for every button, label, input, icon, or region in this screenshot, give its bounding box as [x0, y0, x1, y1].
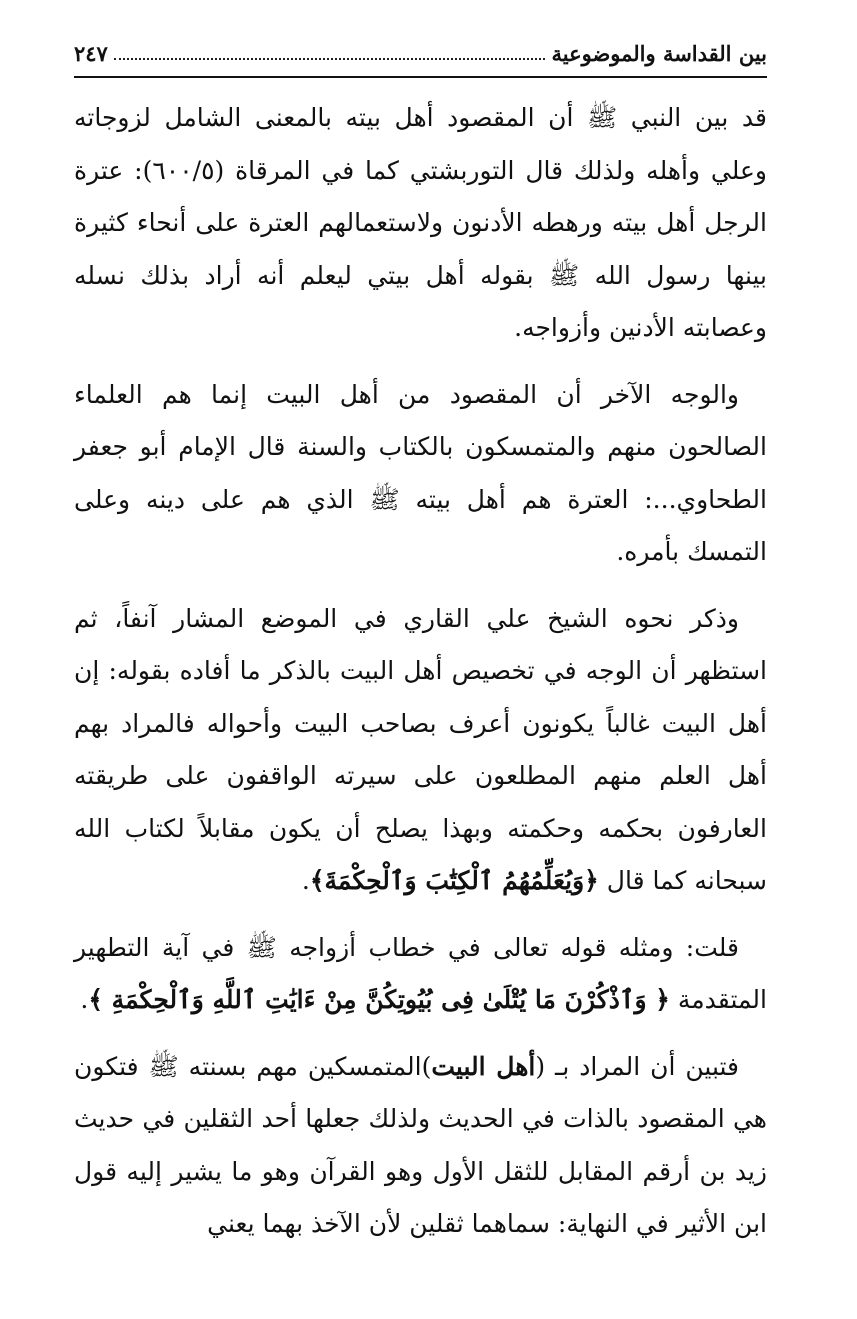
- paragraph-start: فتبين أن المراد بـ (: [535, 1051, 740, 1081]
- paragraph: [74, 369, 767, 579]
- paragraph-text: والوجه الآخر أن المقصود من أهل البيت إنما هم العلماء الصالحون منهم والمتمسكون بالكتاب والسنة قال الإمام أبو جعفر الطحاوي...: العترة هم أهل بيته ﷺ الذي هم على دينه وعلى التمسك بأمره.: [74, 379, 767, 566]
- paragraph: [74, 922, 767, 1027]
- running-header: [74, 30, 767, 78]
- paragraph: [74, 92, 767, 355]
- paragraph-text: )المتمسكين مهم بسنته ﷺ فتكون هي المقصود بالذات في الحديث ولذلك جعلها أحد الثقلين في حديث زيد بن أرقم المقابل للثقل الأول وهو القرآن وهو ما يشير إليه قول ابن الأثير في النهاية: سماهما ثقلين لأن الآخذ بهما يعني: [74, 1051, 767, 1238]
- body-text: [74, 92, 767, 1265]
- quran-verse: ﴿ وَٱذْكُرْنَ مَا يُتْلَىٰ فِى بُيُوتِكُنَّ مِنْ ءَايَٰتِ ٱللَّهِ وَٱلْحِكْمَةِ ﴾: [88, 985, 670, 1014]
- header-leader-dots: [114, 58, 546, 60]
- paragraph-text: قلت: ومثله قوله تعالى في خطاب أزواجه ﷺ في آية التطهير المتقدمة: [74, 932, 767, 1014]
- paragraph-end: .: [301, 866, 310, 895]
- paragraph: [74, 1041, 767, 1251]
- paragraph-text: وذكر نحوه الشيخ علي القاري في الموضع المشار آنفاً، ثم استظهر أن الوجه في تخصيص أهل البيت بالذكر ما أفاده بقوله: إن أهل البيت غالباً يكونون أعرف بصاحب البيت وأحواله فالمراد بهم أهل العلم منهم المطلعون على سيرته الواقفون على طريقته العارفون بحكمه وحكمته وبهذا يصلح أن يكون مقابلاً لكتاب الله سبحانه كما قال: [74, 603, 767, 895]
- bold-term: أهل البيت: [431, 1051, 536, 1081]
- paragraph-end: .: [80, 985, 89, 1014]
- page-number: ٢٤٧: [74, 40, 108, 66]
- paragraph-text: قد بين النبي ﷺ أن المقصود أهل بيته بالمعنى الشامل لزوجاته وعلي وأهله ولذلك قال التوربشتي كما في المرقاة (٦٠٠/٥): عترة الرجل أهل بيته ورهطه الأدنون ولاستعمالهم العترة على أنحاء كثيرة بينها رسول الله ﷺ بقوله أهل بيتي ليعلم أنه أراد بذلك نسله وعصابته الأدنين وأزواجه.: [74, 103, 767, 342]
- running-title: بين القداسة والموضوعية: [551, 40, 767, 66]
- quran-verse: ﴿وَيُعَلِّمُهُمُ ٱلْكِتَٰبَ وَٱلْحِكْمَةَ﴾: [309, 866, 599, 895]
- paragraph: [74, 593, 767, 908]
